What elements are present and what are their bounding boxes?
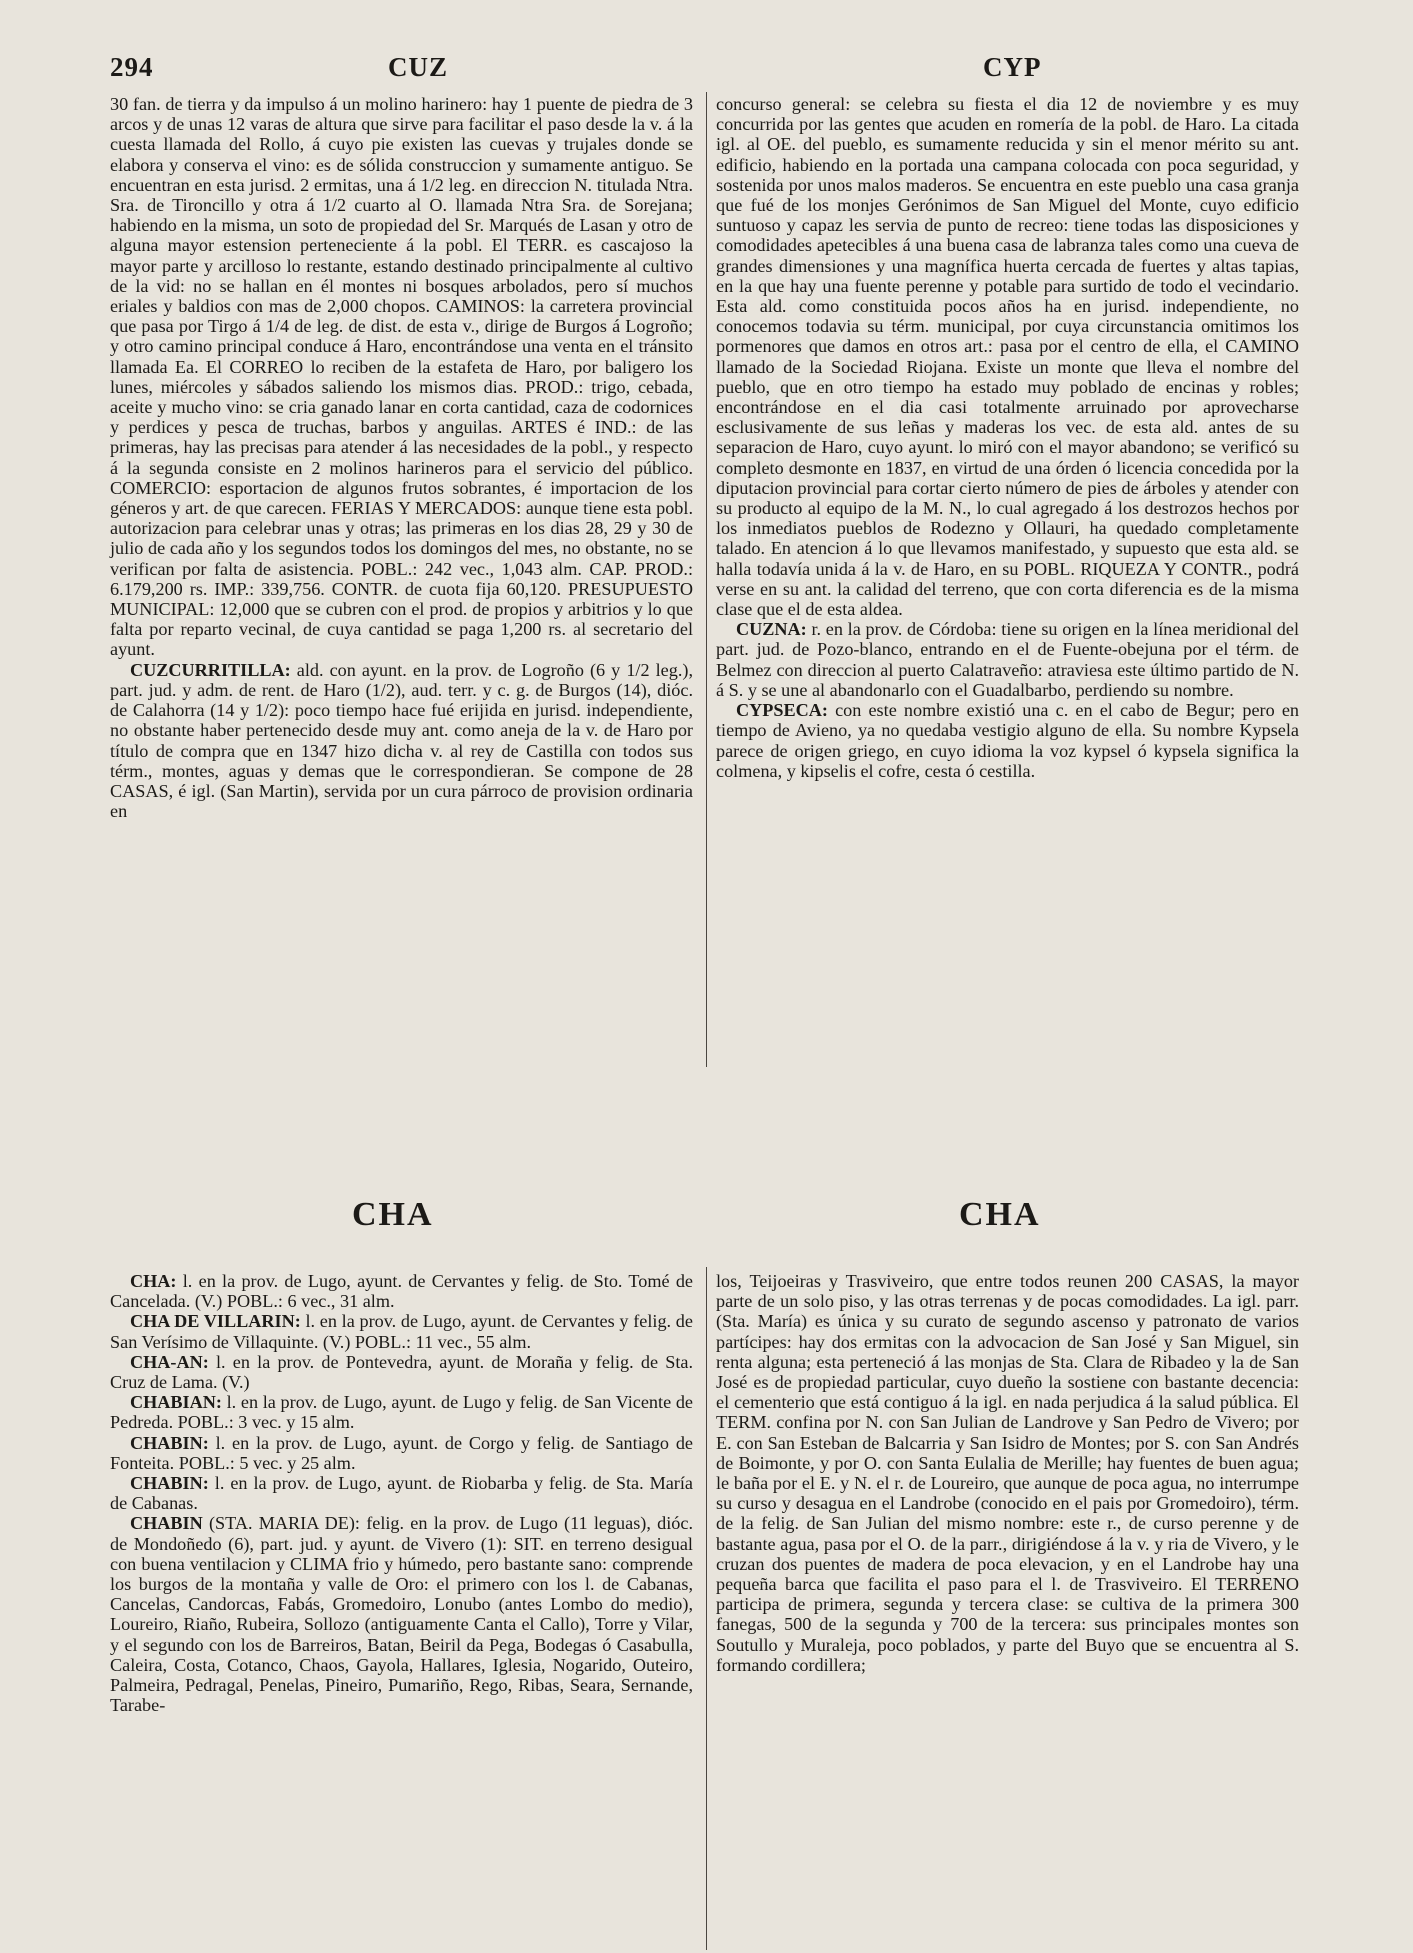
entry-cha-de-villarin	[110, 1311, 693, 1351]
column-2	[716, 94, 1299, 781]
entry-body: l. en la prov. de Lugo, ayunt. de Lugo y felig. de San Vicente de Pedreda. POBL.: 3 vec. y 15 alm.	[110, 1392, 693, 1433]
entry-cypseca	[716, 700, 1299, 781]
entry-head: CHABIAN:	[130, 1392, 222, 1413]
column-4	[716, 1271, 1299, 1675]
entry-body: r. en la prov. de Córdoba: tiene su origen en la línea meridional del part. jud. de Pozo-blanco, entrando en el de Fuente-obejuna por el térm. de Belmez con direccion al puerto Calatraveño: atraviesa este último partido de N. á S. y se une al abandonarlo con el Guadalbarbo, perdiendo su nombre.	[716, 619, 1299, 700]
column-divider-top	[706, 92, 707, 1067]
entry-head: CUZNA:	[736, 619, 807, 640]
entry-cha	[110, 1271, 693, 1311]
entry-body: l. en la prov. de Lugo, ayunt. de Riobarba y felig. de Sta. María de Cabanas.	[110, 1473, 693, 1514]
entry-cuzcurritilla	[110, 660, 693, 822]
entry-cuzna	[716, 619, 1299, 700]
entry-chabin-riobarba	[110, 1473, 693, 1513]
entry-body: l. en la prov. de Lugo, ayunt. de Corgo y felig. de Santiago de Fonteita. POBL.: 5 vec. y 25 alm.	[110, 1432, 693, 1473]
entry-cuz-continuation: 30 fan. de tierra y da impulso á un molino harinero: hay 1 puente de piedra de 3 arcos y de unas 12 varas de altura que sirve para facilitar el paso desde la v. á la cuesta llamada del Rollo, á cuyo pie existen las cuevas y trujales donde se elabora y conserva el vino: es de sólida construccion y sumamente antiguo. Se encuentran en esta jurisd. 2 ermitas, una á 1/2 leg. en direccion N. titulada Ntra. Sra. de Tironcillo y otra á 1/2 cuarto al O. llamada Ntra Sra. de Sorejana; habiendo en la misma, un soto de propiedad del Sr. Marqués de Lasan y otro de alguna mayor estension perteneciente á la pobl. El TERR. es cascajoso la mayor parte y arcilloso lo restante, estando destinado principalmente al cultivo de la vid: no se hallan en él montes ni bosques arbolados, pero sí muchos eriales y baldios con mas de 2,000 chopos. CAMINOS: la carretera provincial que pasa por Tirgo á 1/4 de leg. de dist. de esta v., dirige de Burgos á Logroño; y otro camino principal conduce á Haro, encontrándose una venta en el tránsito llamada Ea. El CORREO lo reciben de la estafeta de Haro, por baligero los lunes, miércoles y sábados saliendo los mismos dias. PROD.: trigo, cebada, aceite y mucho vino: se cria ganado lanar en corta cantidad, caza de codornices y perdices y pesca de truchas, barbos y anguilas. ARTES é IND.: de las primeras, hay las precisas para atender á las necesidades de la pobl., y respecto á la segunda consiste en 2 molinos harineros para el servicio del público. COMERCIO: esportacion de algunos frutos sobrantes, é importacion de los géneros y art. de que carecen. FERIAS Y MERCADOS: aunque tiene esta pobl. autorizacion para celebrar unas y otras; las primeras en los dias 28, 29 y 30 de julio de cada año y los segundos todos los domingos del mes, no obstante, no se verifican por falta de asistencia. POBL.: 242 vec., 1,043 alm. CAP. PROD.: 6.179,200 rs. IMP.: 339,756. CONTR. de cuota fija 60,120. PRESUPUESTO MUNICIPAL: 12,000 que se cubren con el prod. de propios y arbitrios y lo que falta por reparto vecinal, de cuya cantidad se paga 1,200 rs. al secretario del ayunt.	[110, 94, 693, 660]
running-head-left: CUZ	[388, 52, 449, 82]
entry-body: con este nombre existió una c. en el cabo de Begur; pero en tiempo de Avieno, ya no quedaba vestigio alguno de ella. Su nombre Kypsela parece de origen griego, en cuyo idioma la voz kypsel ó kypsela significa la colmena, y kipselis el cofre, cesta ó cestilla.	[716, 700, 1299, 781]
column-1	[110, 94, 693, 821]
entry-head: CHA:	[130, 1271, 177, 1291]
entry-cha-an	[110, 1352, 693, 1392]
entry-chabin-sta-maria	[110, 1513, 693, 1715]
running-head-right: CYP	[983, 52, 1042, 82]
entry-chabian	[110, 1392, 693, 1432]
page-number: 294	[110, 52, 154, 82]
column-3	[110, 1271, 693, 1715]
entry-head: CYPSECA:	[736, 700, 828, 721]
entry-head: CHABIN:	[130, 1473, 209, 1494]
section-heading-left: CHA	[352, 1196, 434, 1233]
entry-body: (STA. MARIA DE): felig. en la prov. de Lugo (11 leguas), dióc. de Mondoñedo (6), part. jud. y ayunt. de Vivero (1): SIT. en terreno desigual con buena ventilacion y CLIMA frio y húmedo, pero bastante sano: comprende los burgos de la montaña y valle de Oro: el primero con los l. de Cabanas, Cancelas, Candorcas, Fabás, Gromedoiro, Lonubo (antes Lombo do medio), Loureiro, Riaño, Rubeira, Sollozo (antiguamente Canta el Callo), Torre y Vilar, y el segundo con los de Barreiros, Batan, Beiril da Pega, Bodegas ó Casabulla, Caleira, Costa, Cotanco, Chaos, Gayola, Hallares, Iglesia, Nogarido, Outeiro, Palmeira, Pedragal, Penelas, Pineiro, Pumariño, Rego, Ribas, Seara, Sernande, Tarabe-	[110, 1513, 693, 1716]
section-heading-right: CHA	[959, 1196, 1041, 1233]
entry-chabin-continuation: los, Teijoeiras y Trasviveiro, que entre todos reunen 200 CASAS, la mayor parte de un solo piso, y las otras terrenas y de pocas comodidades. La igl. parr. (Sta. María) es única y su curato de segundo ascenso y patronato de varios partícipes: hay dos ermitas con la advocacion de San José y San Miguel, sin renta alguna; esta perteneció á las monjas de Sta. Clara de Ribadeo y la de San José es de propiedad particular, cuyo dueño la sostiene con bastante decencia: el cementerio que está contiguo á la igl. en nada perjudica á la salud pública. El TERM. confina por N. con San Julian de Landrove y San Pedro de Vivero; por E. con San Esteban de Balcarria y San Isidro de Montes; por S. con San Andrés de Boimonte, y por O. con Santa Eulalia de Merille; hay fuentes de buen agua; le baña por el E. y N. el r. de Loureiro, que aunque de poca agua, no interrumpe su curso y desagua en el Landrobe (conocido en el pais por Gromedoiro), térm. de la felig. de San Julian del mismo nombre: este r., de curso perenne y de bastante agua, pasa por el O. de la parr., dirigiéndose á la v. y ria de Vivero, y le cruzan dos puentes de madera de poca elevacion, y en el Landrobe hay una pequeña barca que facilita el paso para el l. de Trasviveiro. El TERRENO participa de primera, segunda y tercera clase: se cultiva de la primera 300 fanegas, 500 de la segunda y 700 de la tercera: sus principales montes son Soutullo y Muraleja, poco poblados, y parte del Buyo que se encuentra al S. formando cordillera;	[716, 1271, 1299, 1675]
entry-head: CUZCURRITILLA:	[130, 659, 291, 680]
entry-head: CHA-AN:	[130, 1351, 209, 1372]
entry-head: CHABIN	[130, 1513, 203, 1534]
column-divider-bottom	[706, 1267, 707, 1950]
entry-head: CHA DE VILLARIN:	[130, 1311, 301, 1332]
entry-body: l. en la prov. de Lugo, ayunt. de Cervantes y felig. de San Verísimo de Villaquinte. (V.) POBL.: 11 vec., 55 alm.	[110, 1311, 693, 1352]
entry-body: l. en la prov. de Lugo, ayunt. de Cervantes y felig. de Sto. Tomé de Cancelada. (V.) POBL.: 6 vec., 31 alm.	[110, 1271, 693, 1312]
entry-cuzcurritilla-continuation: concurso general: se celebra su fiesta el dia 12 de noviembre y es muy concurrida por las gentes que acuden en romería de la pobl. de Haro. La citada igl. al OE. del pueblo, es sumamente reducida y sin el menor mérito su ant. edificio, habiendo en la portada una campana colocada con poca seguridad, y sostenida por unos malos maderos. Se encuentra en este pueblo una casa granja que fué de los monjes Gerónimos de San Miguel del Monte, cuyo edificio suntuoso y capaz les servia de punto de recreo: tiene todas las disposiciones y comodidades apetecibles á una buena casa de labranza tales como una cueva de grandes dimensiones y una magnífica huerta cercada de fuertes y altas tapias, en la que hay una fuente perenne y potable para surtido de todo el vecindario. Esta ald. como constituida pocos años ha en jurisd. independiente, no conocemos todavia su térm. municipal, por cuya circunstancia omitimos los pormenores que damos en otros art.: pasa por el centro de ella, el CAMINO llamado de la Sociedad Riojana. Existe un monte que lleva el nombre del pueblo, que en otro tiempo ha estado muy poblado de encinas y robles; encontrándose en el dia casi totalmente arruinado por aprovecharse esclusivamente de sus leñas y maderas los vec. de esta ald. antes de su separacion de Haro, cuyo ayunt. lo miró con el mayor abandono; se verificó su completo desmonte en 1837, en virtud de una órden ó licencia concedida por la diputacion provincial para cortar cierto número de pies de árboles y atender con su producto al equipo de la M. N., lo cual agregado á los destrozos hechos por los inmediatos pueblos de Rodezno y Ollauri, ha quedado completamente talado. En atencion á lo que llevamos manifestado, y supuesto que esta ald. se halla todavía unida á la v. de Haro, en su POBL. RIQUEZA Y CONTR., podrá verse en su ant. la calidad del terreno, que con corta diferencia es de la misma clase que el de esta aldea.	[716, 94, 1299, 620]
entry-head: CHABIN:	[130, 1432, 209, 1453]
entry-body: ald. con ayunt. en la prov. de Logroño (6 y 1/2 leg.), part. jud. y adm. de rent. de Haro (1/2), aud. terr. y c. g. de Burgos (14), dióc. de Calahorra (14 y 1/2): poco tiempo hace fué erijida en jurisd. independiente, no obstante haber pertenecido desde muy ant. como aneja de la v. de Haro por título de compra que en 1347 hizo dicha v. al rey de Castilla con todos sus térm., montes, aguas y demas que le correspondieran. Se compone de 28 CASAS, é igl. (San Martin), servida por un cura párroco de provision ordinaria en	[110, 659, 693, 822]
entry-body: l. en la prov. de Pontevedra, ayunt. de Moraña y felig. de Sta. Cruz de Lama. (V.)	[110, 1351, 693, 1393]
entry-chabin-corgo	[110, 1433, 693, 1473]
